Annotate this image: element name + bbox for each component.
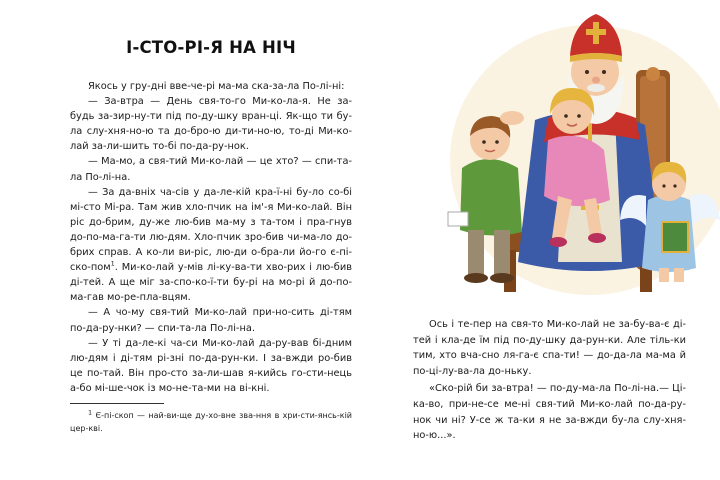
paragraph-4-part-b: . Ми-ко-лай у-мів лі-ку-ва-ти хво-рих і лю-бив ді-тей. А ще міг за-спо-ко-ї-ти бу-рі на мо-рі й до-по-ма-гав мо-ре-пла-вцям. [70,262,352,304]
paragraph-3: — Ма-мо, а свя-тий Ми-ко-лай — це хто? — спи-та-ла По-лі-на. [70,156,352,183]
story-text [70,79,352,396]
paragraph-5: — А чо-му свя-тий Ми-ко-лай при-но-сить ді-тям по-да-ру-нки? — спи-та-ла По-лі-на. [70,307,352,334]
footnote-number: 1 [88,408,93,417]
right-page-text [413,317,686,444]
paragraph-2: — За-втра — День свя-то-го Ми-ко-ла-я. Не за-будь за-зир-ну-ти під по-ду-шку вран-ці. Як-що ти бу-ла слу-хня-но-ю та до-бро-ю ди-ти-но-ю, то-ді Ми-ко-лай за-ли-шить то-бі по-да-ру-нок. [70,96,352,153]
paragraph-4 [70,185,352,306]
footnote [70,410,352,435]
right-paragraph-1: Ось і те-пер на свя-то Ми-ко-лай не за-бу-ва-є ді-тей і кла-де їм під по-ду-шку да-рун-ки. Але тіль-ки тим, хто вча-сно ля-га-є спа-ти! — до-да-ла ма-ма й по-ці-лу-ва-ла до-ньку. [413,319,686,377]
right-paragraph-2: «Ско-рій би за-втра! — по-ду-ма-ла По-лі-на.— Ці-ка-во, при-не-се ме-ні свя-тий Ми-ко-лай по-да-ру-нок чи ні? У-се ж та-ки я не за-вжди бу-ла слу-хня-но-ю...». [413,383,686,442]
footnote-mark: 1 [110,259,115,268]
saint-nicholas-with-children-illustration [440,0,720,302]
left-page [70,38,352,435]
story-title: І-СТО-РІ-Я НА НІЧ [126,38,296,57]
paragraph-6: — У ті да-ле-кі ча-си Ми-ко-лай да-ру-вав бі-дним лю-дям і ді-тям рі-зні по-да-рун-ки. І за-вжди ро-бив це по-тай. Він про-сто за-ли-шав я-кийсь го-сти-нець а-бо мі-ше-чок із мо-не-та-ми на ві-кні. [70,337,352,394]
footnote-divider [70,403,164,404]
paragraph-1: Якось у гру-дні вве-че-рі ма-ма ска-за-ла По-лі-ні: [88,81,345,92]
paragraph-4-part-a: — За да-вніх ча-сів у да-ле-кій кра-ї-ні бу-ло со-бі мі-сто Мі-ра. Там жив хло-пчик на ім'-я Ми-ко-лай. Він ріс до-брим, ду-же лю-бив ма-му з та-том і пра-гнув до-по-ма-га-ти лю-дям. Хло-пчик зро-бив чи-ма-ло до-брих справ. А ко-ли ви-ріс, лю-ди о-бра-ли йо-го є-пі-ско-пом [70,186,352,274]
footnote-text: Є-пі-скоп — най-ви-ще ду-хо-вне зва-ння в хри-сти-янсь-кій цер-кві. [70,410,352,433]
